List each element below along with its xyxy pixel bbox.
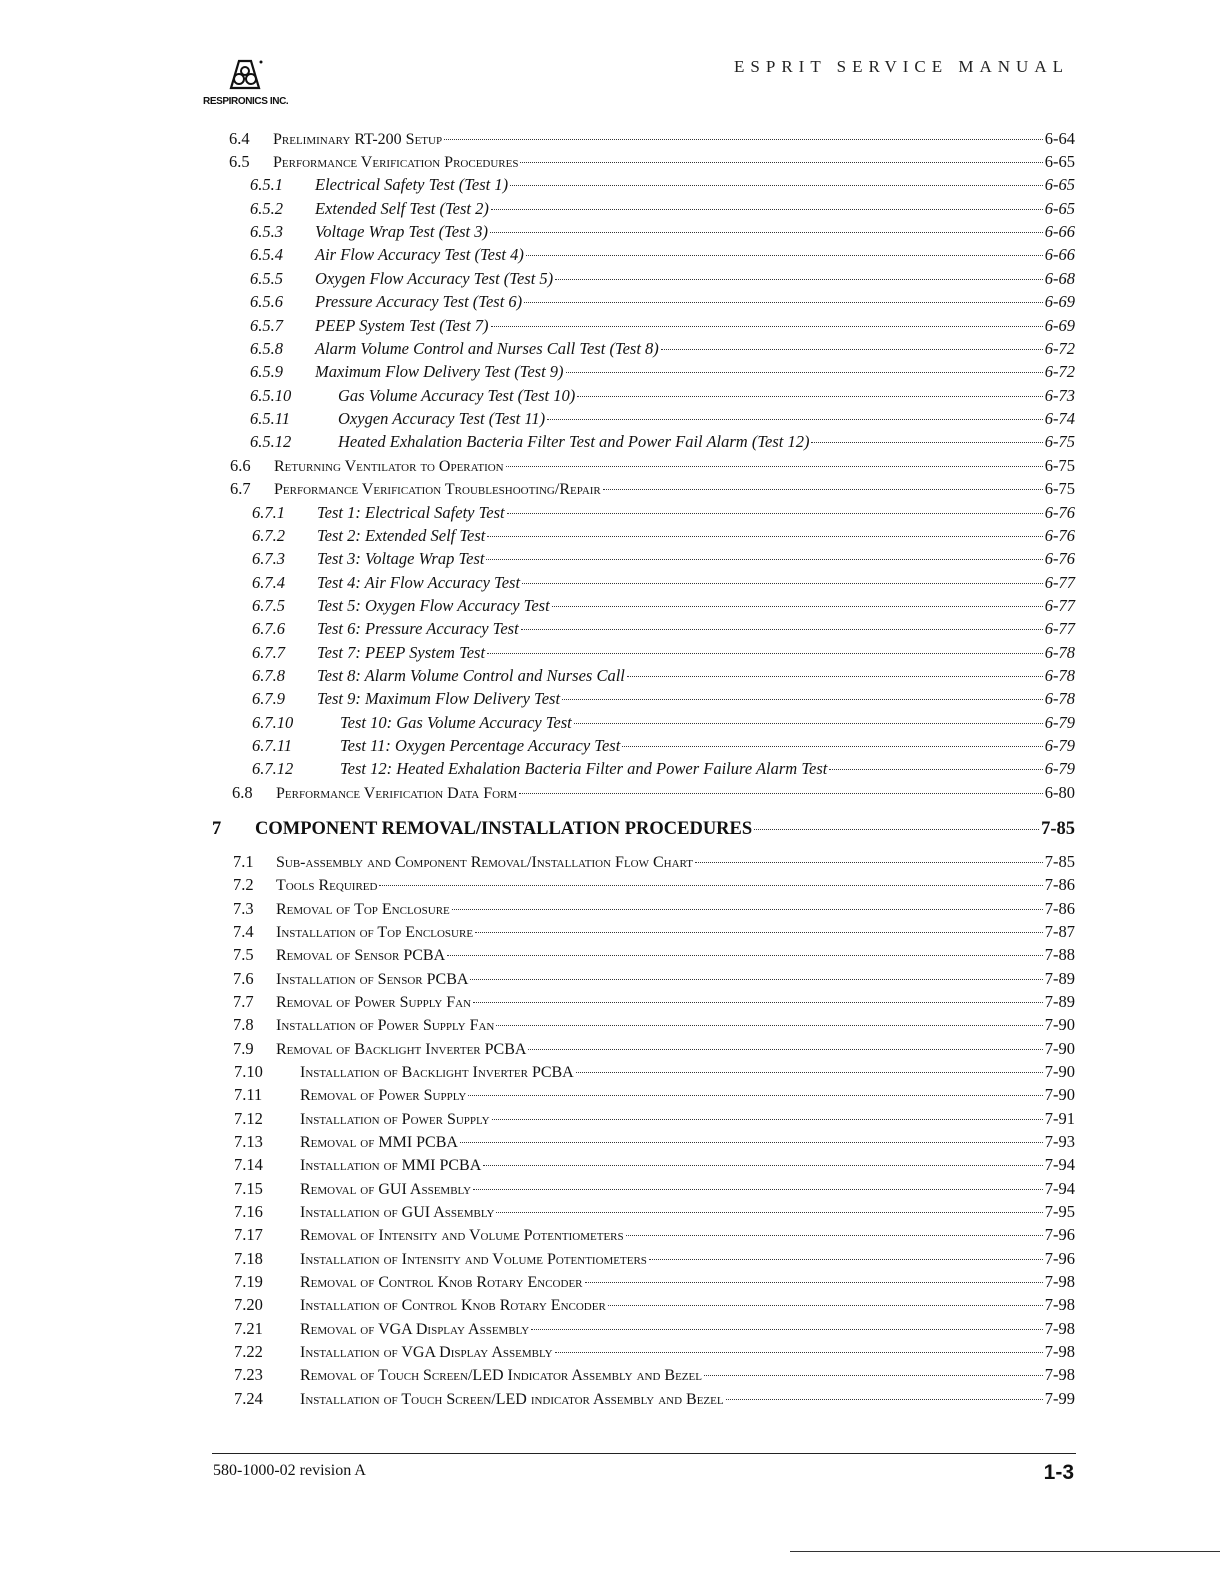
toc-entry[interactable]: 6.7.7 Test 7: PEEP System Test 6-78 (252, 642, 1075, 664)
toc-entry[interactable]: 7.9 Removal of Backlight Inverter PCBA 7-90 (233, 1038, 1075, 1060)
toc-entry[interactable]: 6.5.10 Gas Volume Accuracy Test (Test 10) 6-73 (250, 385, 1075, 407)
toc-entry[interactable]: 7.11 Removal of Power Supply 7-90 (234, 1084, 1075, 1106)
toc-entry[interactable]: 6.5.7 PEEP System Test (Test 7) 6-69 (250, 315, 1075, 337)
toc-entry[interactable]: 6.6 Returning Ventilator to Operation 6-75 (230, 455, 1075, 477)
toc-entry[interactable]: 6.7.3 Test 3: Voltage Wrap Test 6-76 (252, 548, 1075, 570)
logo-text: RESPIRONICS INC. (203, 96, 289, 107)
toc-entry[interactable]: 6.5.8 Alarm Volume Control and Nurses Call Test (Test 8) 6-72 (250, 338, 1075, 360)
toc-entry[interactable]: 6.5.2 Extended Self Test (Test 2) 6-65 (250, 198, 1075, 220)
toc-entry[interactable]: 6.5.9 Maximum Flow Delivery Test (Test 9) 6-72 (250, 361, 1075, 383)
toc-entry[interactable]: 6.4 Preliminary RT-200 Setup 6-64 (229, 128, 1075, 150)
chapter-heading[interactable]: 7 COMPONENT REMOVAL/INSTALLATION PROCEDURES 7-85 (212, 816, 1075, 842)
toc-entry[interactable]: 6.5.11 Oxygen Accuracy Test (Test 11) 6-74 (250, 408, 1075, 430)
toc-entry[interactable]: 6.7.12 Test 12: Heated Exhalation Bacteria Filter and Power Failure Alarm Test 6-79 (252, 758, 1075, 780)
toc-entry[interactable]: 6.7.4 Test 4: Air Flow Accuracy Test 6-77 (252, 572, 1075, 594)
toc-entry[interactable]: 7.1 Sub-assembly and Component Removal/Installation Flow Chart 7-85 (233, 851, 1075, 873)
toc-entry[interactable]: 6.7.6 Test 6: Pressure Accuracy Test 6-77 (252, 618, 1075, 640)
toc-entry[interactable]: 7.7 Removal of Power Supply Fan 7-89 (233, 991, 1075, 1013)
toc-entry[interactable]: 6.5.1 Electrical Safety Test (Test 1) 6-65 (250, 174, 1075, 196)
toc-entry[interactable]: 6.7.8 Test 8: Alarm Volume Control and Nurses Call 6-78 (252, 665, 1075, 687)
toc-entry[interactable]: 7.14 Installation of MMI PCBA 7-94 (234, 1154, 1075, 1176)
toc-entry[interactable]: 6.7.10 Test 10: Gas Volume Accuracy Test 6-79 (252, 712, 1075, 734)
toc-entry[interactable]: 7.12 Installation of Power Supply 7-91 (234, 1108, 1075, 1130)
toc-entry[interactable]: 7.22 Installation of VGA Display Assembly 7-98 (234, 1341, 1075, 1363)
toc-entry[interactable]: 7.3 Removal of Top Enclosure 7-86 (233, 898, 1075, 920)
toc-entry[interactable]: 6.5.6 Pressure Accuracy Test (Test 6) 6-69 (250, 291, 1075, 313)
toc-entry[interactable]: 7.5 Removal of Sensor PCBA 7-88 (233, 944, 1075, 966)
toc-entry[interactable]: 7.15 Removal of GUI Assembly 7-94 (234, 1178, 1075, 1200)
toc-entry[interactable]: 6.5.12 Heated Exhalation Bacteria Filter Test and Power Fail Alarm (Test 12) 6-75 (250, 431, 1075, 453)
toc-entry[interactable]: 7.20 Installation of Control Knob Rotary Encoder 7-98 (234, 1294, 1075, 1316)
toc-entry[interactable]: 6.7 Performance Verification Troubleshooting/Repair 6-75 (230, 478, 1075, 500)
toc-entry[interactable]: 7.23 Removal of Touch Screen/LED Indicator Assembly and Bezel 7-98 (234, 1364, 1075, 1386)
toc-entry[interactable]: 7.16 Installation of GUI Assembly 7-95 (234, 1201, 1075, 1223)
toc-entry[interactable]: 6.7.9 Test 9: Maximum Flow Delivery Test 6-78 (252, 688, 1075, 710)
company-logo (203, 58, 333, 114)
toc-entry[interactable]: 7.8 Installation of Power Supply Fan 7-90 (233, 1014, 1075, 1036)
logo-mark-icon (225, 58, 265, 96)
scan-edge-line (790, 1551, 1220, 1552)
toc-entry[interactable]: 6.5.3 Voltage Wrap Test (Test 3) 6-66 (250, 221, 1075, 243)
footer-divider (212, 1453, 1076, 1454)
toc-entry[interactable]: 6.5.5 Oxygen Flow Accuracy Test (Test 5) 6-68 (250, 268, 1075, 290)
page-number: 1-3 (1043, 1461, 1074, 1484)
toc-entry[interactable]: 7.19 Removal of Control Knob Rotary Encoder 7-98 (234, 1271, 1075, 1293)
toc-entry[interactable]: 6.5.4 Air Flow Accuracy Test (Test 4) 6-66 (250, 244, 1075, 266)
toc-entry[interactable]: 7.4 Installation of Top Enclosure 7-87 (233, 921, 1075, 943)
toc-entry[interactable]: 6.7.1 Test 1: Electrical Safety Test 6-76 (252, 502, 1075, 524)
toc-entry[interactable]: 6.7.11 Test 11: Oxygen Percentage Accuracy Test 6-79 (252, 735, 1075, 757)
toc-entry[interactable]: 7.18 Installation of Intensity and Volume Potentiometers 7-96 (234, 1248, 1075, 1270)
toc-entry[interactable]: 7.21 Removal of VGA Display Assembly 7-98 (234, 1318, 1075, 1340)
toc-entry[interactable]: 7.6 Installation of Sensor PCBA 7-89 (233, 968, 1075, 990)
toc-entry[interactable]: 6.8 Performance Verification Data Form 6-80 (232, 782, 1075, 804)
running-header: ESPRIT SERVICE MANUAL (734, 57, 1069, 76)
toc-entry[interactable]: 7.17 Removal of Intensity and Volume Potentiometers 7-96 (234, 1224, 1075, 1246)
toc-entry[interactable]: 7.13 Removal of MMI PCBA 7-93 (234, 1131, 1075, 1153)
document-number: 580-1000-02 revision A (213, 1462, 366, 1479)
toc-entry[interactable]: 7.24 Installation of Touch Screen/LED indicator Assembly and Bezel 7-99 (234, 1388, 1075, 1410)
toc-entry[interactable]: 6.5 Performance Verification Procedures 6-65 (229, 151, 1075, 173)
toc-entry[interactable]: 6.7.2 Test 2: Extended Self Test 6-76 (252, 525, 1075, 547)
toc-entry[interactable]: 7.2 Tools Required 7-86 (233, 874, 1075, 896)
toc-entry[interactable]: 6.7.5 Test 5: Oxygen Flow Accuracy Test 6-77 (252, 595, 1075, 617)
toc-entry[interactable]: 7.10 Installation of Backlight Inverter PCBA 7-90 (234, 1061, 1075, 1083)
